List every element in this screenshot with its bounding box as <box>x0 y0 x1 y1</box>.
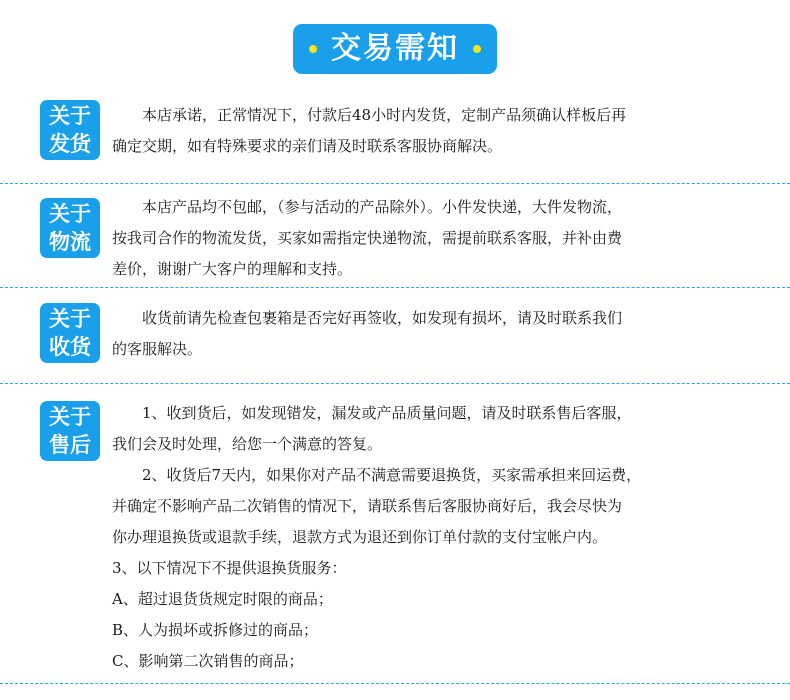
text-line: 本店产品均不包邮，（参与活动的产品除外）。小件发快递，大件发物流， <box>142 198 623 216</box>
text-line: 1、收到货后，如发现错发，漏发或产品质量问题，请及时联系售后客服， <box>142 404 632 422</box>
section-tag <box>40 100 100 160</box>
text-line: B、人为损坏或拆修过的商品； <box>112 621 319 639</box>
tag-line-2: 物流 <box>49 230 91 254</box>
section-text <box>112 100 742 162</box>
text-line: 你办理退换货或退款手续，退款方式为退还到你订单付款的支付宝帐户内。 <box>112 528 608 546</box>
text-line: 收货前请先检查包裹箱是否完好再签收，如发现有损坏，请及时联系我们 <box>142 309 623 327</box>
section-tag <box>40 303 100 363</box>
divider <box>0 383 790 384</box>
tag-line-2: 收货 <box>49 335 91 359</box>
section-tag <box>40 198 100 258</box>
section-text <box>112 303 742 365</box>
page-title: 交易需知 <box>331 31 459 66</box>
tag-line-1: 关于 <box>49 104 91 128</box>
title-dot-right <box>473 45 481 53</box>
section-text <box>112 192 742 285</box>
text-line: 我们会及时处理，给您一个满意的答复。 <box>112 435 383 453</box>
text-line: 本店承诺，正常情况下，付款后48小时内发货，定制产品须确认样板后再 <box>142 106 627 124</box>
divider <box>0 287 790 288</box>
text-line: A、超过退货货规定时限的商品； <box>112 590 333 608</box>
tag-line-1: 关于 <box>49 202 91 226</box>
section-tag <box>40 401 100 461</box>
divider <box>0 683 790 684</box>
text-line: 3、以下情况下不提供退换货服务： <box>112 559 347 577</box>
divider <box>0 183 790 184</box>
tag-line-2: 售后 <box>49 433 91 457</box>
text-line: 2、收货后7天内，如果你对产品不满意需要退换货，买家需承担来回运费， <box>142 466 642 484</box>
text-line: 按我司合作的物流发货，买家如需指定快递物流，需提前联系客服，并补由费 <box>112 229 623 247</box>
title-dot-left <box>309 45 317 53</box>
text-line: 差价，谢谢广大客户的理解和支持。 <box>112 260 353 278</box>
text-line: 的客服解决。 <box>112 340 203 358</box>
text-line: 并确定不影响产品二次销售的情况下，请联系售后客服协商好后，我会尽快为 <box>112 497 623 515</box>
tag-line-1: 关于 <box>49 405 91 429</box>
tag-line-1: 关于 <box>49 307 91 331</box>
tag-line-2: 发货 <box>49 132 91 156</box>
text-line: 确定交期，如有特殊要求的亲们请及时联系客服协商解决。 <box>112 137 503 155</box>
title-area <box>0 24 790 74</box>
page-title-badge <box>293 24 497 74</box>
text-line: C、影响第二次销售的商品； <box>112 652 304 670</box>
section-text <box>112 398 742 677</box>
